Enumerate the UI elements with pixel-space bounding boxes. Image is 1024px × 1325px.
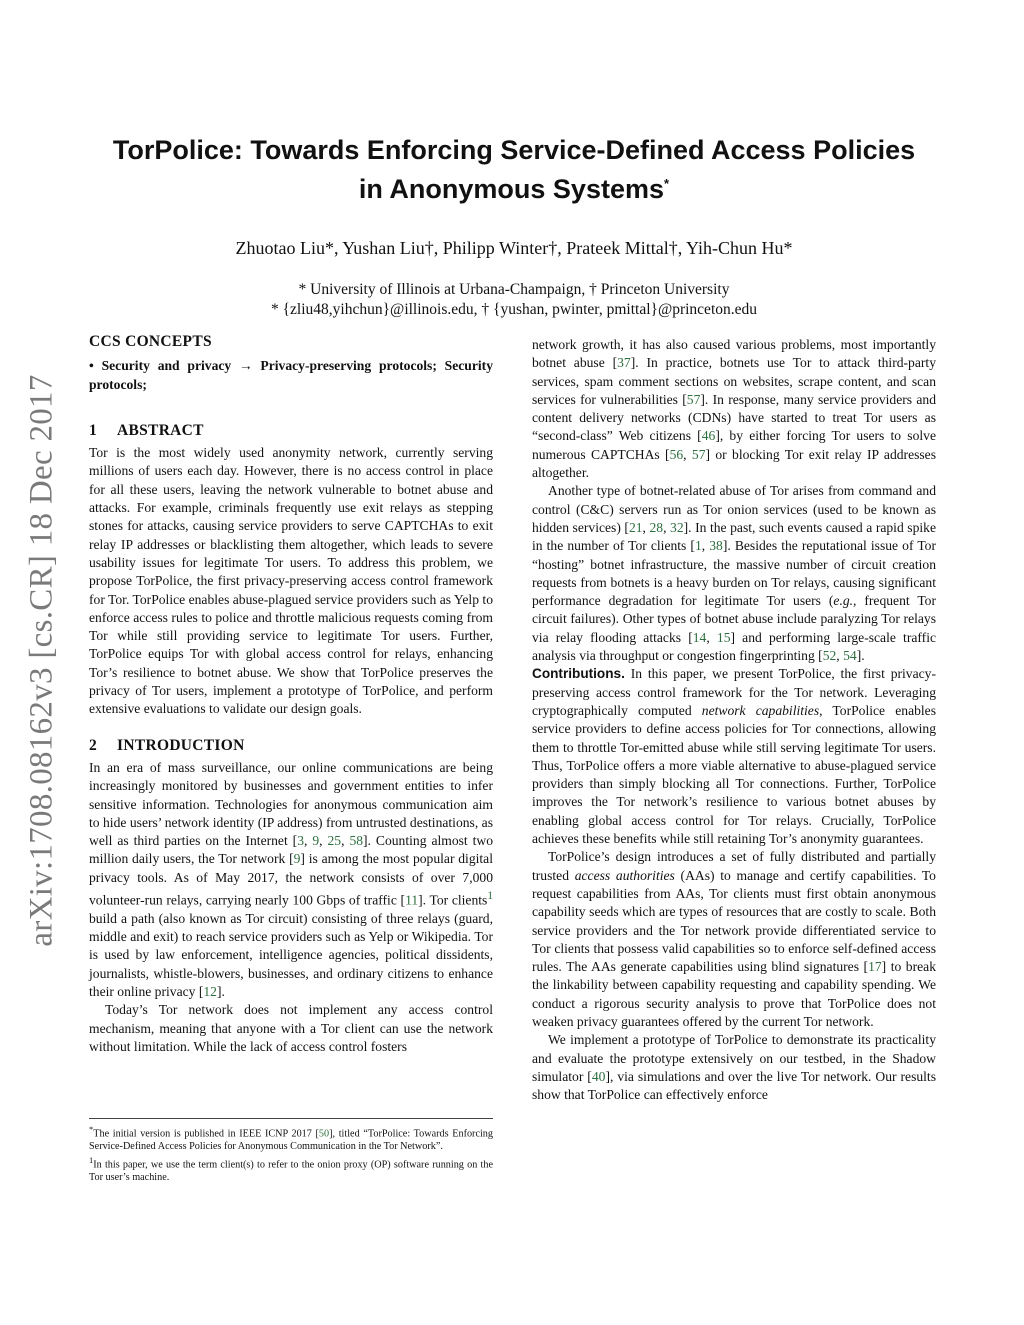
citation-link[interactable]: 25 [327, 833, 342, 849]
citation-link[interactable]: 46 [701, 428, 716, 444]
footnote: *The initial version is published in IEEE ICNP 2017 [50], titled “TorPolice: Towards Enforcing Service-Defined Access Policies for Anonymous Communication in the Tor Network”. [89, 1124, 493, 1153]
citation-link[interactable]: 12 [203, 984, 217, 1000]
intro-paragraph: In an era of mass surveillance, our online communications are being increasingly monitored by businesses and government entities to infer sensitive information. Technologies for anonymous communication aim to hide users’ network identity (IP address) from untrusted destinations, as well as third parties on the Internet [3, 9, 25, 58]. Counting almost two million daily users, the Tor network [9] is among the most popular digital privacy tools. As of May 2017, the network consists of over 7,000 volunteer-run relays, carrying nearly 100 Gbps of traffic [11]. Tor clients$^1$ build a path (also known as Tor circuit) consisting of three relays (guard, middle and exit) to reach service providers such as Yelp or Wikipedia. Tor is used by law enforcement, intelligence agencies, political dissidents, journalists, whistle-blowers, businesses, and ordinary citizens to enhance their online privacy [12]. [89, 759, 494, 1000]
abstract-text: Tor is the most widely used anonymity network, currently serving millions of users each day. However, there is no access control in place for all these users, leaving the network vulnerable to botnet abuse and attacks. For example, criminals frequently use exit relays as stepping stones for attacks, causing service providers to serve CAPTCHAs to exit relay IP addresses or blacklisting them altogether, which leads to severe usability issues for legitimate Tor users. To address this problem, we propose TorPolice, the first privacy-preserving access control framework for Tor. TorPolice enables abuse-plagued service providers such as Yelp to enforce access rules to police and throttle malicious requests coming from Tor while still providing service to legitimate Tor users. Further, TorPolice equips Tor with global access control for relays, enhancing Tor’s resilience to botnet abuse. We show that TorPolice preserves the privacy of Tor users, implement a prototype of TorPolice, and perform extensive evaluations to validate our design goals. [89, 445, 493, 717]
body-paragraph: network growth, it has also caused various problems, most importantly botnet abuse [37]. In practice, botnets use Tor to attack third-party services, spam comment sections on websites, scrape content, and scan services for vulnerabilities [57]. In response, many service providers and content delivery networks (CDNs) have started to treat Tor users as “second-class” Web citizens [46], by either forcing Tor users to solve numerous CAPTCHAs [56, 57] or blocking Tor exit relay IP addresses altogether. [532, 337, 937, 481]
citation-link[interactable]: 14 [692, 629, 707, 645]
contributions-label: Contributions. [532, 666, 625, 682]
right-column [532, 336, 936, 1104]
citation-link[interactable]: 21 [628, 519, 643, 535]
citation-link[interactable]: 28 [649, 519, 664, 535]
footnote-link[interactable]: 1 [487, 890, 494, 903]
left-column [89, 333, 493, 1056]
citation-link[interactable]: 38 [709, 538, 723, 554]
citation-link[interactable]: 37 [617, 355, 631, 371]
contributions-paragraph: Contributions. In this paper, we present TorPolice, the first privacy-preserving access control framework for the Tor network. Leveraging cryptographically computed network capabilities, TorPolice enables service providers to define access policies for Tor connections, allowing them to throttle Tor-emitted abuse while still serving legitimate Tor users. Thus, TorPolice offers a more viable alternative to abuse-plagued service providers than simply blocking all Tor connections. Further, TorPolice improves the Tor network’s resilience to various botnet abuses by enabling global access control for Tor relays. Crucially, TorPolice achieves these benefits while still retaining Tor’s anonymity guarantees. [532, 666, 936, 847]
ccs-heading: CCS CONCEPTS [89, 333, 212, 350]
citation-link[interactable]: 9 [293, 851, 301, 867]
citation-link[interactable]: 56 [669, 446, 684, 462]
citation-link[interactable]: 11 [405, 892, 419, 908]
citation-link[interactable]: 9 [312, 833, 320, 849]
intro-paragraph: Today’s Tor network does not implement any access control mechanism, meaning that anyone with a Tor client can use the network without limitation. While the lack of access control fosters [89, 1002, 493, 1054]
author-emails: * {zliu48,yihchun}@illinois.edu, † {yushan, pwinter, pmittal}@princeton.edu [270, 301, 758, 318]
citation-link[interactable]: 1 [694, 538, 702, 554]
footnotes [89, 1118, 493, 1185]
paper-title: TorPolice: Towards Enforcing Service-Defined Access Policies in Anonymous Systems* [112, 135, 916, 204]
citation-link[interactable]: 32 [670, 519, 684, 535]
citation-link[interactable]: 52 [822, 648, 837, 664]
citation-link[interactable]: 57 [691, 446, 706, 462]
citation-link[interactable]: 58 [349, 833, 364, 849]
citation-link[interactable]: 17 [868, 959, 882, 975]
citation-link[interactable]: 50 [318, 1128, 330, 1140]
ccs-concepts: • Security and privacy → Privacy-preserving protocols; Security protocols; [89, 358, 493, 392]
footnote: $^1$In this paper, we use the term client(s) to refer to the onion proxy (OP) software running on the Tor user’s machine. [89, 1154, 493, 1184]
introduction-heading: 2 INTRODUCTION [89, 736, 245, 754]
body-paragraph: TorPolice’s design introduces a set of fully distributed and partially trusted access authorities (AAs) to manage and certify capabilities. To request capabilities from AAs, Tor clients must first obtain anonymous capability seeds which are types of resources that are costly to scale. Both service providers and the Tor network provide differentiated service to Tor clients that possess valid capabilities so to enforce self-defined access rules. The AAs generate capabilities using blind signatures [17] to break the linkability between capability requesting and capability spending. We conduct a rigorous security analysis to prove that TorPolice does not weaken privacy guarantees offered by the current Tor network. [532, 849, 936, 1029]
affiliations: * University of Illinois at Urbana-Champaign, † Princeton University [298, 281, 730, 298]
citation-link[interactable]: 57 [686, 391, 701, 407]
citation-link[interactable]: 54 [843, 648, 857, 664]
citation-link[interactable]: 3 [297, 833, 305, 849]
citation-link[interactable]: 15 [716, 629, 731, 645]
body-paragraph: Another type of botnet-related abuse of Tor arises from command and control (C&C) servers run as Tor onion services (used to be known as hidden services) [21, 28, 32]. In the past, such events caused a rapid spike in the number of Tor clients [1, 38]. Besides the reputational issue of Tor “hosting” botnet infrastructure, the massive number of circuit creation requests from botnets is a heavy burden on Tor relays, causing significant performance degradation for legitimate Tor users (e.g., frequent Tor circuit failures). Other types of botnet abuse include paralyzing Tor relays via relay flooding attacks [14, 15] and performing large-scale traffic analysis via throughput or congestion fingerprinting [52, 54]. [532, 483, 937, 664]
body-paragraph: We implement a prototype of TorPolice to demonstrate its practicality and evaluate the prototype extensively on our testbed, in the Shadow simulator [40], via simulations and over the live Tor network. Our results show that TorPolice can effectively enforce [532, 1032, 937, 1103]
citation-link[interactable]: 40 [591, 1068, 606, 1084]
author-list: Zhuotao Liu*, Yushan Liu†, Philipp Winter†, Prateek Mittal†, Yih-Chun Hu* [235, 238, 793, 258]
abstract-heading: 1 ABSTRACT [89, 421, 204, 439]
arxiv-identifier: arXiv:1708.08162v3 [cs.CR] 18 Dec 2017 [23, 373, 60, 947]
